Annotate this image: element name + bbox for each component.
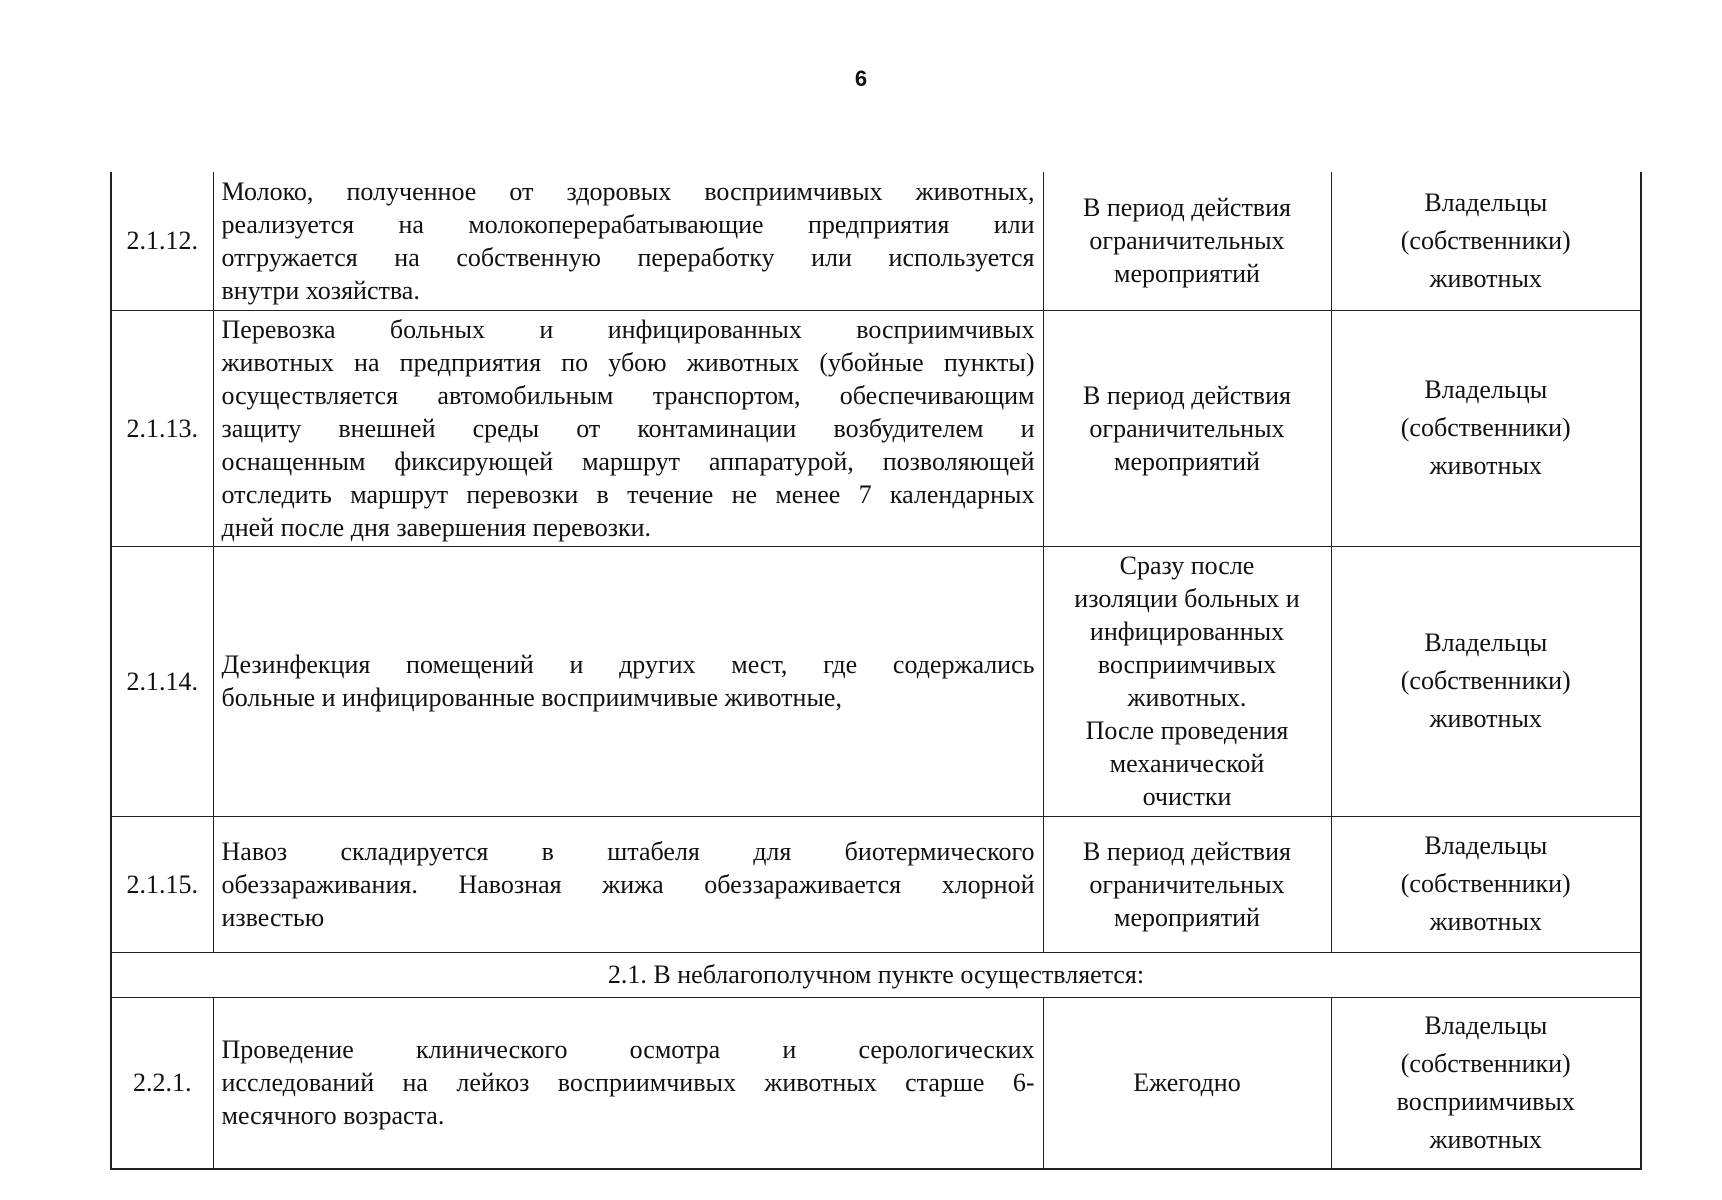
row-description <box>213 546 1043 816</box>
description-line: дней после дня завершения перевозки. <box>221 512 652 542</box>
period-line: В период действия <box>1083 836 1291 866</box>
period-line: животных. <box>1127 683 1247 712</box>
responsible-line: животных <box>1429 263 1542 293</box>
description-line: Перевозка больных и инфицированных восприимчивых <box>221 314 1035 344</box>
responsible-line: животных <box>1429 1124 1542 1154</box>
description-line: Навоз складируется в штабеля для биотермического <box>221 836 1035 866</box>
row-number: 2.1.15. <box>111 816 213 952</box>
period-line: мероприятий <box>1114 902 1260 932</box>
period-line: инфицированных <box>1089 617 1285 646</box>
row-responsible <box>1331 997 1641 1169</box>
row-number: 2.2.1. <box>111 997 213 1169</box>
responsible-line: (собственники) <box>1400 225 1571 255</box>
description-line: месячного возраста. <box>221 1101 445 1131</box>
row-period <box>1043 546 1331 816</box>
description-line: защиту внешней среды от контаминации возбудителем и <box>221 413 1035 443</box>
description-line: отгружается на собственную переработку или используется <box>221 242 1035 272</box>
period-line: ограничительных <box>1089 869 1285 899</box>
description-line: обеззараживания. Навозная жижа обеззараживается хлорной <box>221 869 1035 899</box>
description-line: больные и инфицированные восприимчивые животные, <box>221 683 842 712</box>
row-description <box>213 172 1043 310</box>
period-line: изоляции больных и <box>1074 584 1300 613</box>
row-description <box>213 816 1043 952</box>
responsible-line: животных <box>1429 907 1542 936</box>
responsible-line: Владельцы <box>1424 187 1548 217</box>
page-number: 6 <box>854 66 868 91</box>
description-line: животных на предприятия по убою животных (убойные пункты) <box>221 347 1035 377</box>
row-period <box>1043 816 1331 952</box>
description-line: отследить маршрут перевозки в течение не менее 7 календарных <box>221 479 1035 509</box>
row-description <box>213 310 1043 546</box>
row-responsible <box>1331 816 1641 952</box>
period-line: мероприятий <box>1114 446 1260 476</box>
responsible-line: (собственники) <box>1400 869 1571 898</box>
row-number: 2.1.13. <box>111 310 213 546</box>
period-line: Сразу после <box>1119 551 1255 580</box>
period-line: восприимчивых <box>1097 650 1277 679</box>
description-line: внутри хозяйства. <box>221 275 420 305</box>
table-row <box>111 816 1641 952</box>
description-line: оснащенным фиксирующей маршрут аппаратурой, позволяющей <box>221 446 1035 476</box>
row-period <box>1043 310 1331 546</box>
description-line: реализуется на молокоперерабатывающие предприятия или <box>221 209 1035 239</box>
row-responsible <box>1331 172 1641 310</box>
row-responsible <box>1331 546 1641 816</box>
row-responsible <box>1331 310 1641 546</box>
table-row <box>111 997 1641 1169</box>
period-line: очистки <box>1142 782 1232 811</box>
table-row <box>111 172 1641 310</box>
table-row <box>111 546 1641 816</box>
responsible-line: (собственники) <box>1400 666 1571 695</box>
description-line: исследований на лейкоз восприимчивых животных старше 6- <box>221 1068 1035 1098</box>
description-line: известью <box>221 902 325 932</box>
responsible-line: (собственники) <box>1400 413 1571 442</box>
description-line: Проведение клинического осмотра и серологических <box>221 1035 1035 1065</box>
row-number: 2.1.12. <box>111 172 213 310</box>
table-row <box>111 310 1641 546</box>
period-line: механической <box>1109 749 1265 778</box>
description-line: осуществляется автомобильным транспортом, обеспечивающим <box>221 380 1035 410</box>
period-line: В период действия <box>1083 380 1291 410</box>
responsible-line: Владельцы <box>1424 628 1548 657</box>
responsible-line: восприимчивых <box>1396 1086 1575 1116</box>
responsible-line: Владельцы <box>1424 1010 1548 1040</box>
responsible-line: Владельцы <box>1424 831 1548 860</box>
description-line: Молоко, полученное от здоровых восприимчивых животных, <box>221 176 1035 206</box>
responsible-line: животных <box>1429 451 1542 480</box>
responsible-line: (собственники) <box>1400 1048 1571 1078</box>
measures-table <box>110 172 1642 1170</box>
row-description <box>213 997 1043 1169</box>
responsible-line: Владельцы <box>1424 375 1548 404</box>
period-line: В период действия <box>1083 193 1291 223</box>
section-row <box>111 952 1641 997</box>
period-line: ограничительных <box>1089 226 1285 256</box>
row-number: 2.1.14. <box>111 546 213 816</box>
section-title: 2.1. В неблагополучном пункте осуществляется: <box>111 952 1641 997</box>
responsible-line: животных <box>1429 704 1542 733</box>
description-line: Дезинфекция помещений и других мест, где содержались <box>221 650 1035 679</box>
period-line: Ежегодно <box>1133 1068 1241 1098</box>
period-line: мероприятий <box>1114 259 1260 289</box>
period-line: После проведения <box>1085 716 1289 745</box>
row-period <box>1043 997 1331 1169</box>
row-period <box>1043 172 1331 310</box>
period-line: ограничительных <box>1089 413 1285 443</box>
